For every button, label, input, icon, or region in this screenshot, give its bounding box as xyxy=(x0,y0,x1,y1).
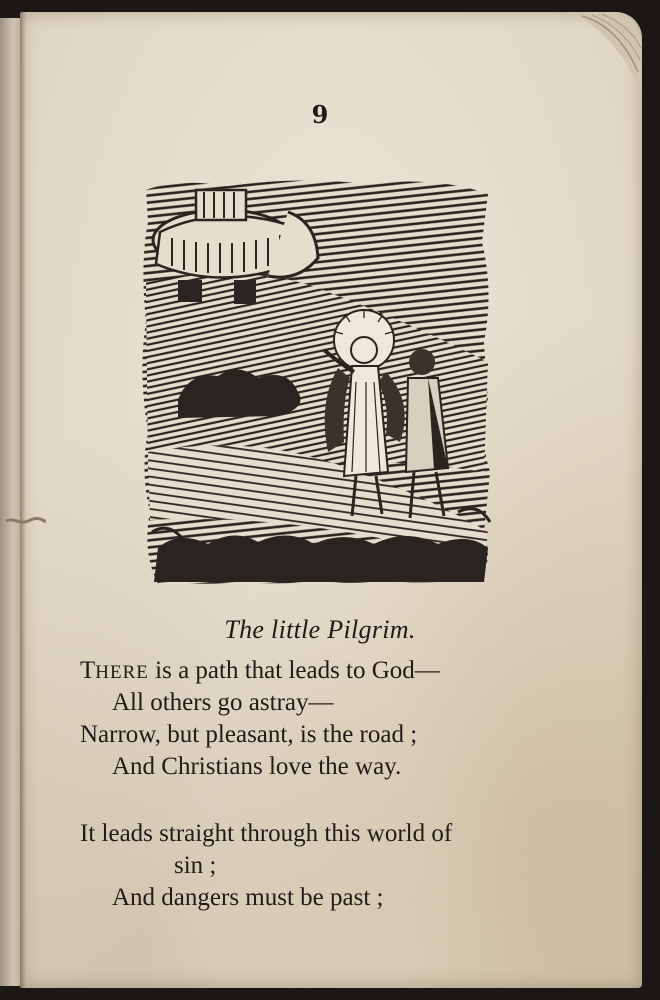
dropword-first-letter: T xyxy=(80,657,96,684)
page-number: 9 xyxy=(311,100,329,129)
dog-eared-corner xyxy=(572,12,642,97)
stanza1-line3: Narrow, but pleasant, is the road ; xyxy=(80,721,418,748)
pilgrim-woodcut-illustration xyxy=(138,172,494,588)
binding-thread xyxy=(6,516,46,526)
stanza1-line2: All others go astray— xyxy=(112,689,334,716)
stanza1-line1 xyxy=(80,655,440,689)
stanza1-line1-text: is a path that leads to God— xyxy=(148,657,440,684)
dropword-small-caps: HERE xyxy=(95,662,149,683)
stanza2-line2: sin ; xyxy=(174,852,217,879)
stanza2-line1: It leads straight through this world of xyxy=(80,820,453,847)
illustration-caption: The little Pilgrim. xyxy=(224,615,416,644)
book-page xyxy=(20,12,642,988)
stanza2-line3: And dangers must be past ; xyxy=(112,884,384,911)
stanza1-line4: And Christians love the way. xyxy=(112,753,402,780)
facing-page-edge xyxy=(0,18,22,986)
page-binding-shadow xyxy=(20,12,26,988)
